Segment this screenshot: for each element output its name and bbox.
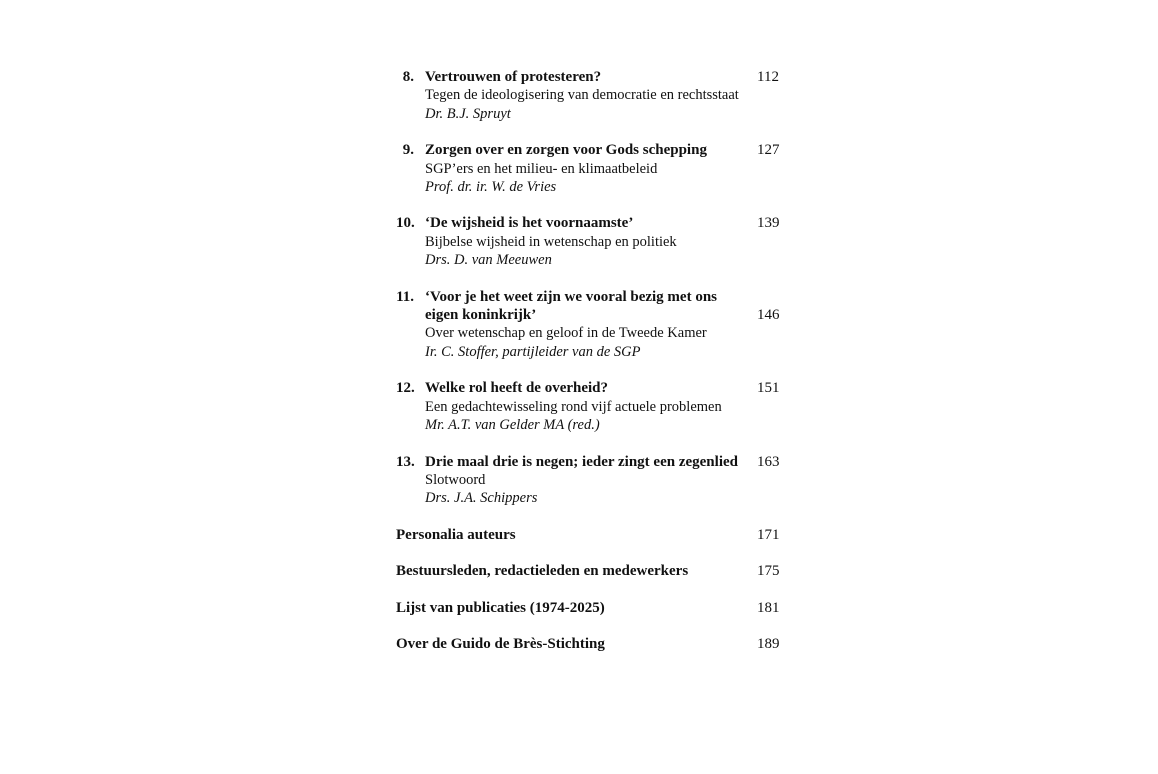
toc-section-personalia[interactable] — [396, 526, 786, 544]
page-number: 151 — [757, 380, 780, 397]
page-number: 181 — [757, 599, 780, 616]
chapter-title: ‘De wijsheid is het voornaamste’ — [425, 215, 634, 232]
chapter-number: 11. — [396, 288, 414, 305]
chapter-number: 10. — [396, 215, 415, 232]
chapter-author: Mr. A.T. van Gelder MA (red.) — [425, 417, 600, 434]
chapter-title: Zorgen over en zorgen voor Gods schepping — [425, 142, 707, 159]
section-title: Over de Guido de Brès-Stichting — [396, 635, 605, 652]
chapter-author: Prof. dr. ir. W. de Vries — [425, 179, 557, 196]
toc-section-stichting[interactable] — [396, 635, 786, 653]
toc-entry-10[interactable] — [396, 214, 786, 269]
chapter-title: Vertrouwen of protesteren? — [425, 69, 602, 85]
chapter-author: Drs. J.A. Schippers — [425, 490, 538, 507]
section-title: Personalia auteurs — [396, 526, 516, 543]
table-of-contents — [396, 68, 786, 671]
chapter-subtitle: Slotwoord — [425, 471, 486, 488]
chapter-number: 9. — [402, 142, 414, 159]
page-number: 127 — [757, 142, 780, 159]
toc-section-bestuursleden[interactable] — [396, 562, 786, 580]
toc-entry-9[interactable] — [396, 141, 786, 196]
chapter-title-line-2: eigen koninkrijk’ — [425, 307, 537, 324]
chapter-number: 13. — [396, 453, 415, 470]
chapter-number: 8. — [402, 69, 414, 85]
section-title: Bestuursleden, redactieleden en medewerkers — [396, 563, 689, 580]
chapter-title: Drie maal drie is negen; ieder zingt een zegenlied — [425, 453, 738, 470]
chapter-subtitle: Bijbelse wijsheid in wetenschap en politiek — [425, 233, 677, 250]
chapter-subtitle: Een gedachtewisseling rond vijf actuele problemen — [425, 398, 722, 415]
page-number: 146 — [757, 307, 780, 324]
chapter-author: Drs. D. van Meeuwen — [425, 252, 552, 269]
toc-entry-13[interactable] — [396, 453, 786, 508]
page-number: 171 — [757, 526, 780, 543]
chapter-subtitle: Over wetenschap en geloof in de Tweede Kamer — [425, 325, 707, 342]
toc-entry-11[interactable] — [396, 288, 786, 362]
page-number: 189 — [757, 635, 780, 652]
chapter-author: Ir. C. Stoffer, partijleider van de SGP — [425, 343, 641, 360]
chapter-title: Welke rol heeft de overheid? — [425, 380, 609, 397]
page-number: 139 — [757, 215, 780, 232]
page-number: 112 — [757, 69, 779, 85]
page-number: 163 — [757, 453, 780, 470]
toc-section-publicaties[interactable] — [396, 599, 786, 617]
chapter-subtitle: SGP’ers en het milieu- en klimaatbeleid — [425, 160, 658, 177]
toc-entry-12[interactable] — [396, 379, 786, 434]
chapter-title-line-1: ‘Voor je het weet zijn we vooral bezig met ons — [425, 288, 718, 305]
chapter-number: 12. — [396, 380, 415, 397]
section-title: Lijst van publicaties (1974-2025) — [396, 599, 605, 616]
page-number: 175 — [757, 563, 780, 580]
chapter-subtitle: Tegen de ideologisering van democratie en rechtsstaat — [425, 87, 739, 104]
chapter-author: Dr. B.J. Spruyt — [425, 105, 511, 122]
toc-entry-8[interactable] — [396, 68, 786, 123]
